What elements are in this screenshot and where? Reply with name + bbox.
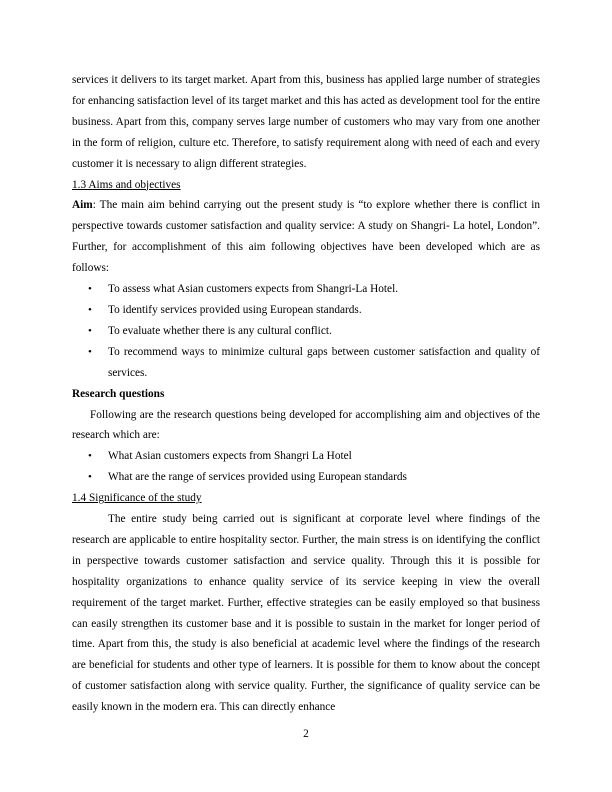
research-questions-intro: Following are the research questions being developed for accomplishing aim and objectives of the research which are: <box>72 408 540 442</box>
bullet-icon: • <box>88 303 92 316</box>
list-item <box>72 279 540 300</box>
aim-label: Aim <box>72 199 93 212</box>
bullet-icon: • <box>88 324 92 337</box>
bullet-icon: • <box>88 450 92 463</box>
intro-paragraph: services it delivers to its target market. Apart from this, business has applied large number of strategies for enhancing satisfaction level of its target market and this has acted as development tool for the entire business. Apart from this, company serves large number of customers who may vary from one another in the form of religion, culture etc. Therefore, to satisfy requirement along with need of each and every customer it is necessary to align different strategies. <box>72 74 540 170</box>
page-content <box>72 70 540 718</box>
list-item <box>72 467 540 488</box>
significance-paragraph: The entire study being carried out is significant at corporate level where findings of the research are applicable to entire hospitality sector. Further, the main stress is on identifying the conflict in perspective towards customer satisfaction and service quality. Through this it is possible for hospitality organizations to enhance quality service of its service keeping in view the overall requirement of the target market. Further, effective strategies can be easily employed so that business can easily strengthen its customer base and it is possible to sustain in the market for longer period of time. Apart from this, the study is also beneficial at academic level where the findings of the research are beneficial for students and other type of learners. It is possible for them to know about the concept of customer satisfaction along with service quality. Further, the significance of quality service can be easily known in the modern era. This can directly enhance <box>72 513 540 714</box>
list-item <box>72 446 540 467</box>
bullet-icon: • <box>88 283 92 296</box>
aim-text: : The main aim behind carrying out the present study is “to explore whether there is conflict in perspective towards customer satisfaction and quality service: A study on Shangri- La hotel, London”. Further, for accomplishment of this aim following objectives have been developed which are as follows: <box>72 199 540 275</box>
objectives-list <box>72 279 540 384</box>
list-item-text: To evaluate whether there is any cultural conflict. <box>108 324 332 337</box>
aim-paragraph <box>72 195 540 279</box>
list-item <box>72 300 540 321</box>
list-item-text: What are the range of services provided using European standards <box>108 471 407 484</box>
list-item-text: To identify services provided using European standards. <box>108 303 362 316</box>
list-item-text: To assess what Asian customers expects from Shangri-La Hotel. <box>108 283 399 296</box>
list-item-text: To recommend ways to minimize cultural gaps between customer satisfaction and quality of services. <box>108 345 540 379</box>
list-item-text: What Asian customers expects from Shangri La Hotel <box>108 450 352 463</box>
section-heading-aims-objectives: 1.3 Aims and objectives <box>72 178 181 191</box>
section-heading-significance: 1.4 Significance of the study <box>72 492 202 505</box>
list-item <box>72 321 540 342</box>
research-questions-list <box>72 446 540 488</box>
research-questions-heading: Research questions <box>72 387 165 400</box>
page-number: 2 <box>303 728 309 740</box>
bullet-icon: • <box>88 345 92 358</box>
list-item <box>72 342 540 384</box>
bullet-icon: • <box>88 471 92 484</box>
